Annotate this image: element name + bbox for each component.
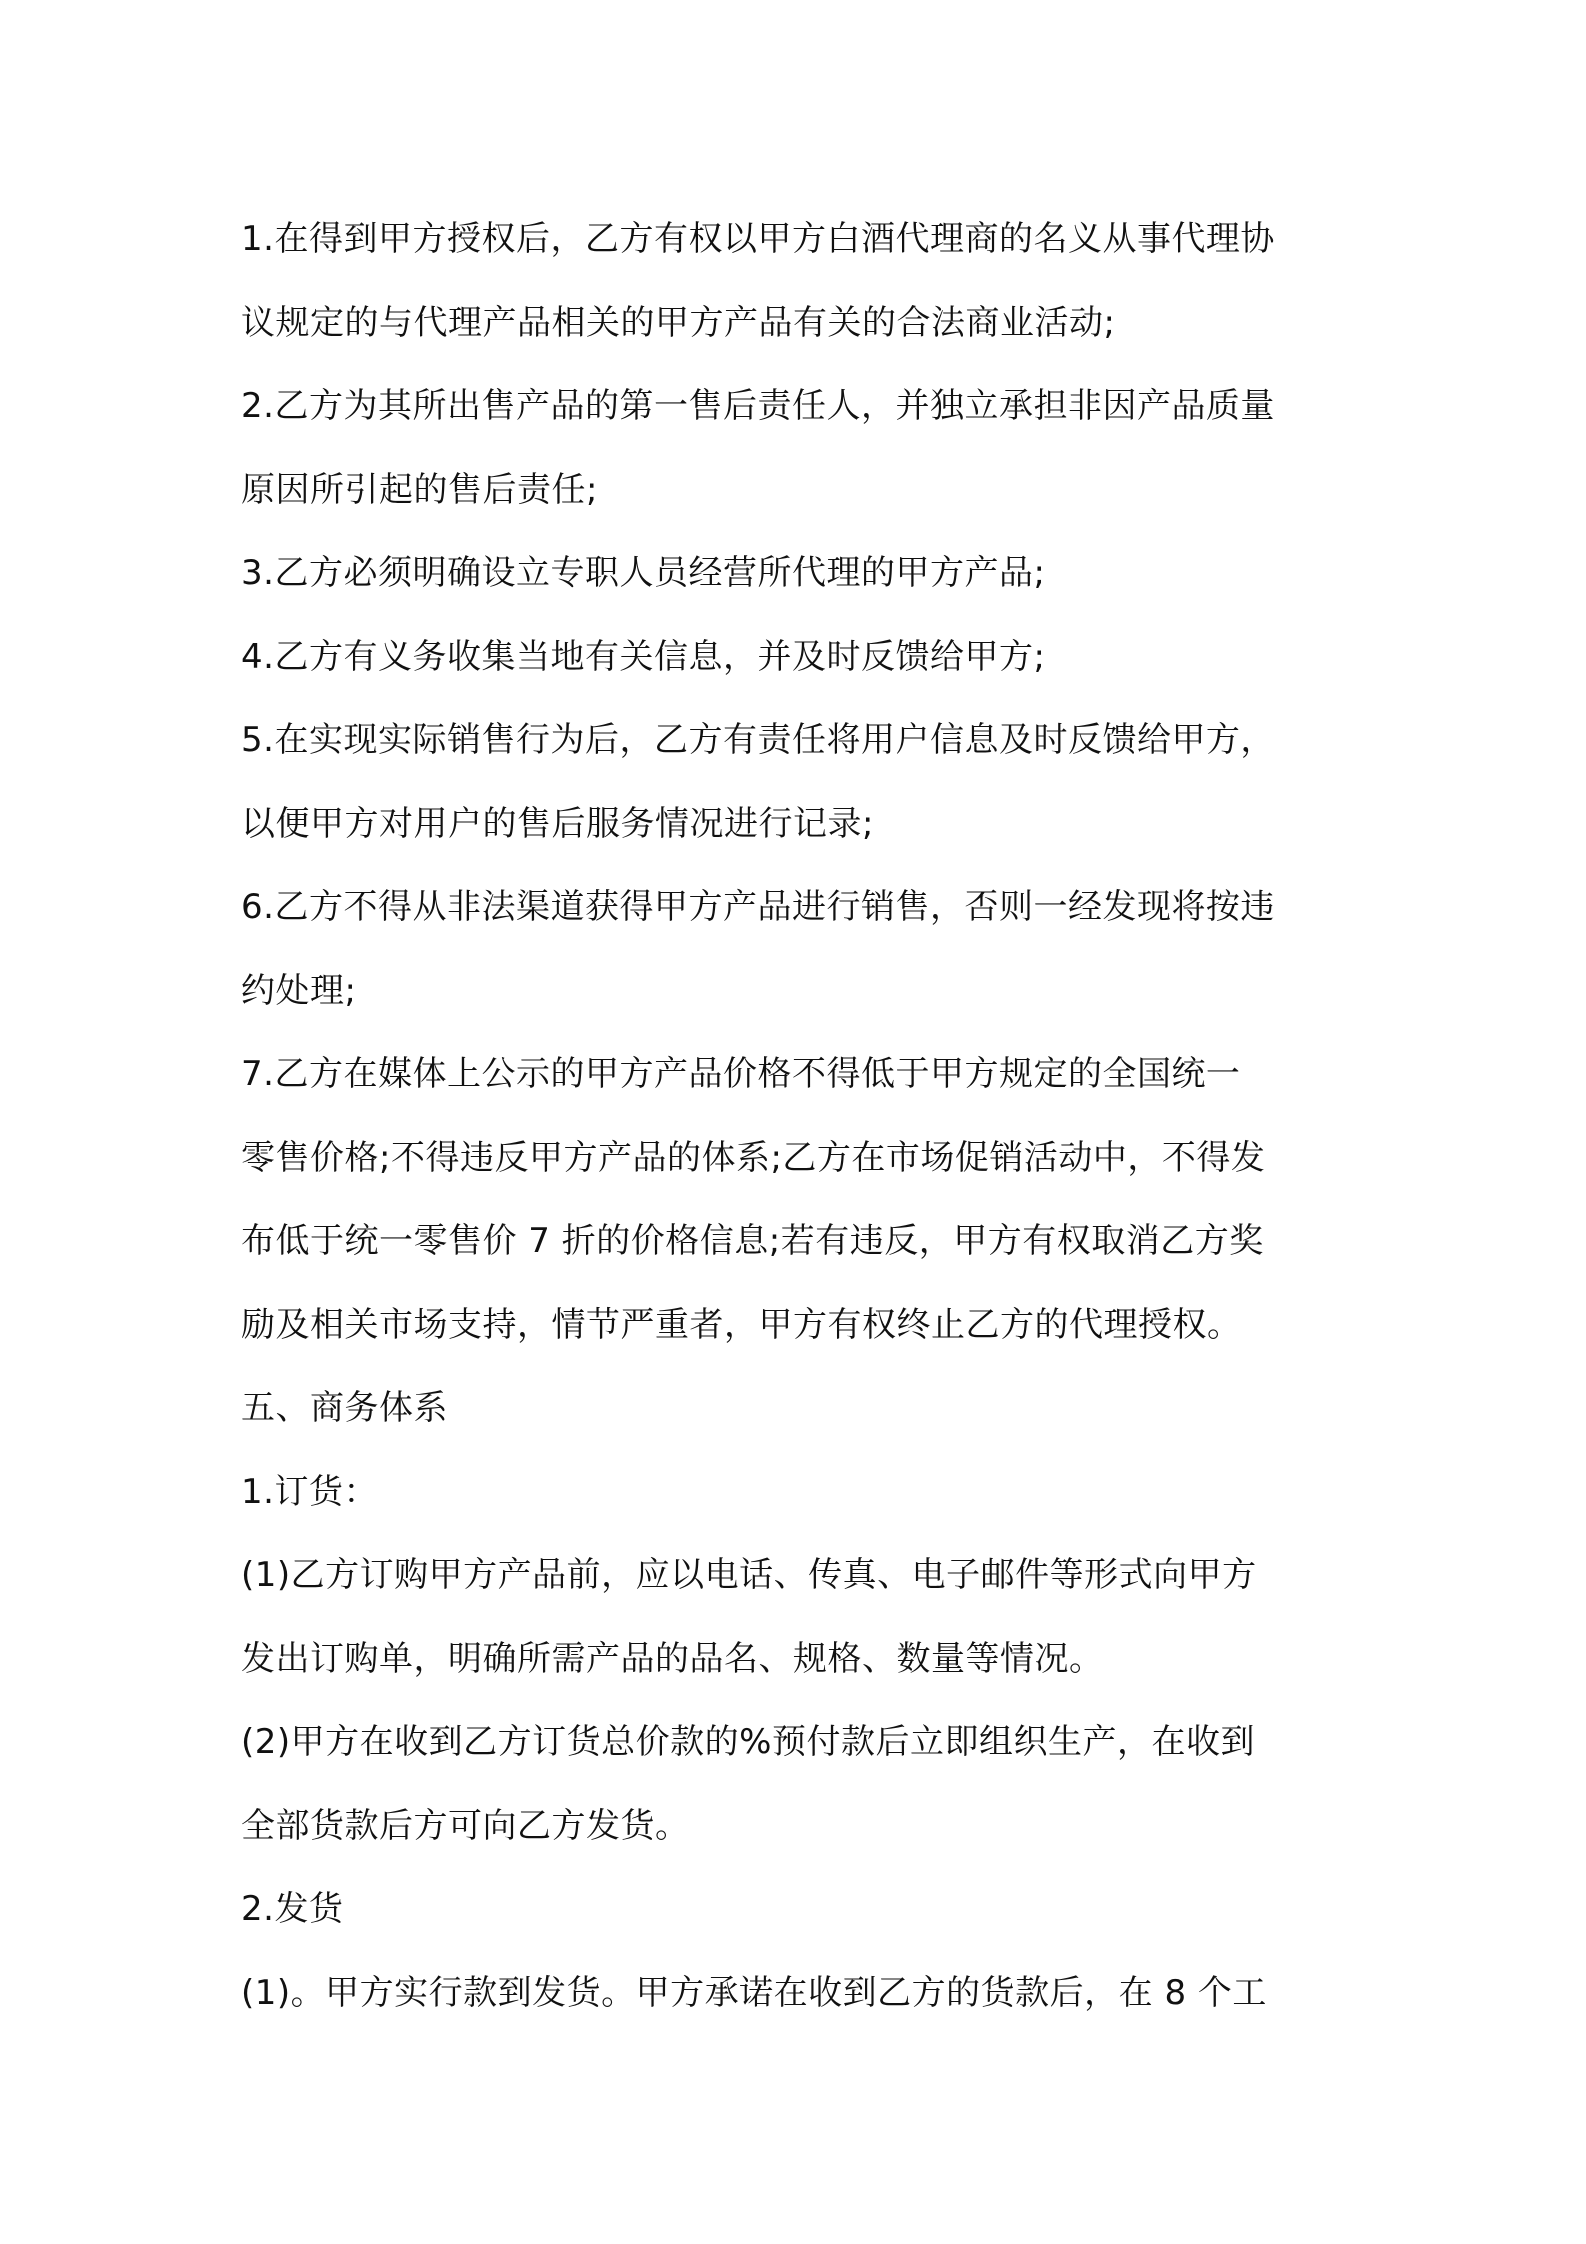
text-line-11: 7.乙方在媒体上公示的甲方产品价格不得低于甲方规定的全国统一 (241, 1054, 1241, 1094)
text-line-22: (1)。甲方实行款到发货。甲方承诺在收到乙方的货款后，在 8 个工 (241, 1972, 1267, 2013)
text-line-6: 4.乙方有义务收集当地有关信息，并及时反馈给甲方; (241, 636, 1046, 677)
section-heading-business-system: 五、商务体系 (241, 1388, 448, 1428)
text-line-2: 议规定的与代理产品相关的甲方产品有关的合法商业活动; (241, 302, 1116, 343)
text-line-4: 原因所引起的售后责任; (241, 469, 598, 510)
text-line-1: 1.在得到甲方授权后，乙方有权以甲方白酒代理商的名义从事代理协 (241, 219, 1275, 259)
text-line-8: 以便甲方对用户的售后服务情况进行记录; (241, 803, 874, 844)
text-line-12: 零售价格;不得违反甲方产品的体系;乙方在市场促销活动中，不得发 (241, 1137, 1266, 1178)
text-line-17: (1)乙方订购甲方产品前，应以电话、传真、电子邮件等形式向甲方 (241, 1555, 1257, 1595)
text-line-13: 布低于统一零售价 7 折的价格信息;若有违反，甲方有权取消乙方奖 (241, 1221, 1264, 1261)
text-line-19: (2)甲方在收到乙方订货总价款的%预付款后立即组织生产，在收到 (241, 1722, 1255, 1762)
document-body (241, 198, 1356, 2035)
text-line-9: 6.乙方不得从非法渠道获得甲方产品进行销售，否则一经发现将按违 (241, 887, 1275, 927)
text-line-3: 2.乙方为其所出售产品的第一售后责任人，并独立承担非因产品质量 (241, 386, 1275, 426)
text-line-14: 励及相关市场支持，情节严重者，甲方有权终止乙方的代理授权。 (241, 1304, 1242, 1345)
text-line-10: 约处理; (241, 970, 357, 1011)
text-line-5: 3.乙方必须明确设立专职人员经营所代理的甲方产品; (241, 553, 1046, 593)
subheading-shipping: 2.发货 (241, 1889, 344, 1929)
subheading-ordering: 1.订货： (241, 1471, 378, 1512)
text-line-7: 5.在实现实际销售行为后，乙方有责任将用户信息及时反馈给甲方， (241, 720, 1275, 760)
text-line-20: 全部货款后方可向乙方发货。 (241, 1805, 690, 1846)
text-line-18: 发出订购单，明确所需产品的品名、规格、数量等情况。 (241, 1638, 1104, 1679)
